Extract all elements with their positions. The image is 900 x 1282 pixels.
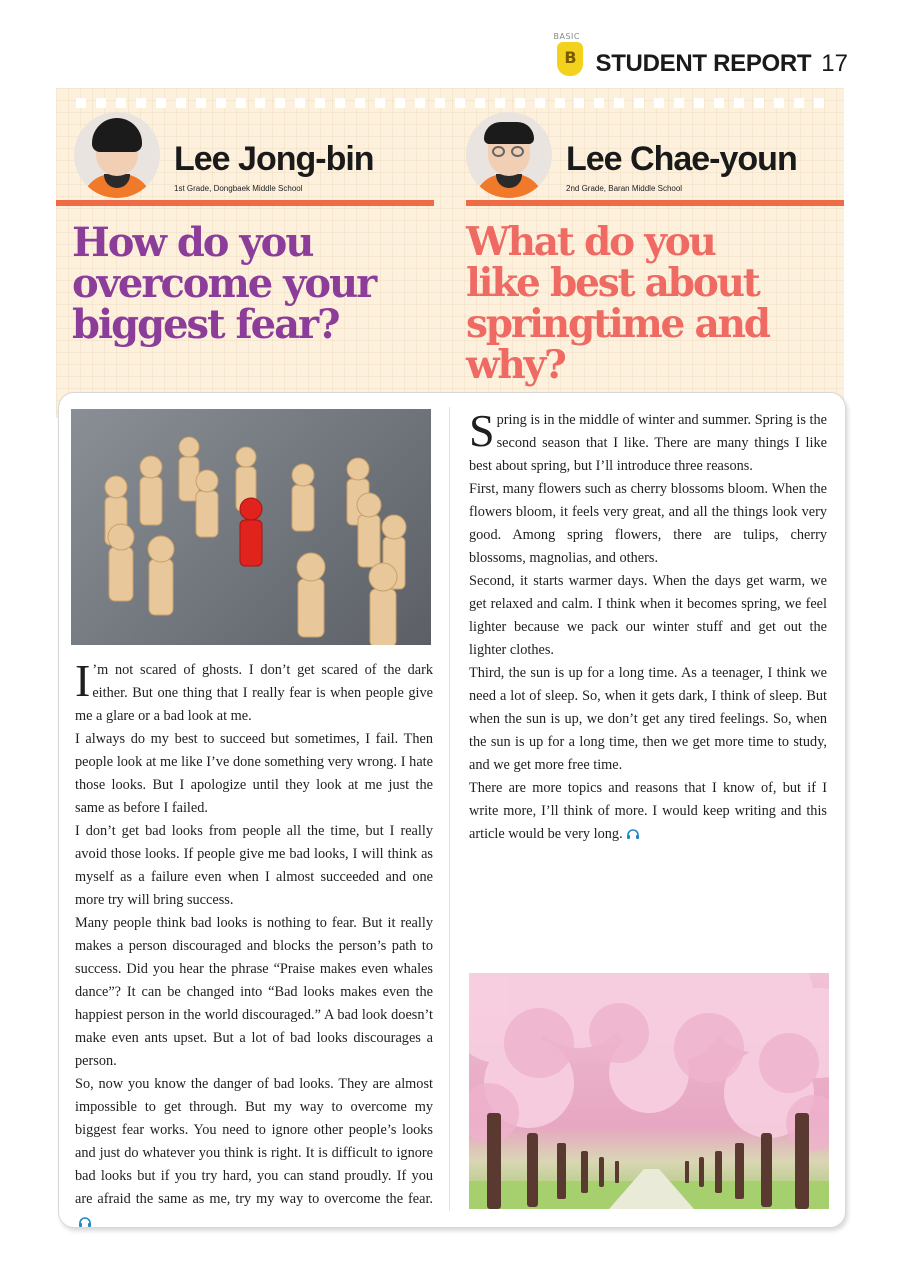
article-paragraph: First, many flowers such as cherry blossoms bloom. When the flowers bloom, it feels very great, and all the things look very good. Among spring flowers, there are tulips, cherry blossoms, magnolias, and others.	[469, 481, 827, 566]
divider-rule	[56, 200, 434, 206]
article-paragraph: I always do my best to succeed but sometimes, I fail. Then people look at me like I’ve done something very wrong. I hate those looks. But I apologize until they look at me just the same as before I failed.	[75, 731, 433, 816]
wooden-figures-photo	[71, 409, 431, 645]
student-name: Lee Chae-youn	[566, 140, 797, 178]
badge-basic-label: BASIC	[553, 32, 580, 41]
divider-rule	[466, 200, 844, 206]
article-paragraph: Many people think bad looks is nothing to fear. But it really makes a person discouraged and blocks the person’s path to success. Did you hear the phrase “Praise makes even whales dance”? It can be changed into “Bad looks makes even the happiest person in the world discouraged.” A bad look doesn’t make even ants upset. But a lot of bad looks discourages a person.	[75, 915, 433, 1069]
column-divider	[449, 407, 450, 1211]
headphones-icon	[626, 829, 640, 839]
page-header	[553, 28, 848, 78]
avatar	[74, 112, 160, 198]
article-paragraph: I don’t get bad looks from people all the time, but I really avoid those looks. If people give me bad looks, I will think as myself as a failure even when I almost succeeded and one more try will bring success.	[75, 823, 433, 908]
question-panel	[56, 88, 844, 418]
question-title: What do you like best about springtime and why?	[466, 219, 769, 388]
student-name: Lee Jong-bin	[174, 140, 374, 178]
badge-letter: B	[564, 48, 577, 67]
article-right	[469, 405, 827, 846]
cherry-blossom-photo	[469, 973, 829, 1209]
page-number: 17	[821, 50, 848, 77]
article-left	[75, 655, 433, 1234]
basic-badge-icon	[553, 32, 587, 78]
article-paragraph: Second, it starts warmer days. When the days get warm, we get relaxed and calm. I think when it becomes spring, we feel lighter because we pack our winter stuff and get out the lighter clothes.	[469, 573, 827, 658]
dropcap: S	[469, 405, 495, 456]
avatar	[466, 112, 552, 198]
article-card	[58, 392, 846, 1228]
student-school: 2nd Grade, Baran Middle School	[566, 184, 683, 193]
headphones-icon	[78, 1217, 92, 1227]
article-paragraph: Third, the sun is up for a long time. As a teenager, I think we need a lot of sleep. So, when it gets dark, I think of sleep. But when the sun is up, we don’t get any tired feelings. So, when the sun is up for a long time, then we get more time to study, and we get more free time.	[469, 665, 827, 773]
student-school: 1st Grade, Dongbaek Middle School	[174, 184, 303, 193]
question-title: How do you overcome your biggest fear?	[72, 219, 376, 348]
article-paragraph: Spring is in the middle of winter and summer. Spring is the second season that I like. There are many things I like best about spring, but I’ll introduce three reasons.	[469, 405, 827, 474]
section-title: STUDENT REPORT	[595, 50, 812, 77]
article-paragraph: I ’m not scared of ghosts. I don’t get scared of the dark either. But one thing that I really fear is when people give me a glare or a bad look at me.	[75, 655, 433, 724]
article-paragraph: There are more topics and reasons that I know of, but if I write more, I’ll think of more. I would keep writing and this article would be very long.	[469, 780, 827, 842]
punch-holes	[76, 98, 824, 108]
article-paragraph: So, now you know the danger of bad looks. They are almost impossible to get through. But my way to overcome my biggest fear works. You need to ignore other people’s looks and just do whatever you think is right. It is difficult to ignore bad looks but if you try hard, you can stand proudly. If you are afraid the same as me, try my way to overcome the fear.	[75, 1073, 433, 1234]
dropcap: I	[75, 655, 91, 706]
